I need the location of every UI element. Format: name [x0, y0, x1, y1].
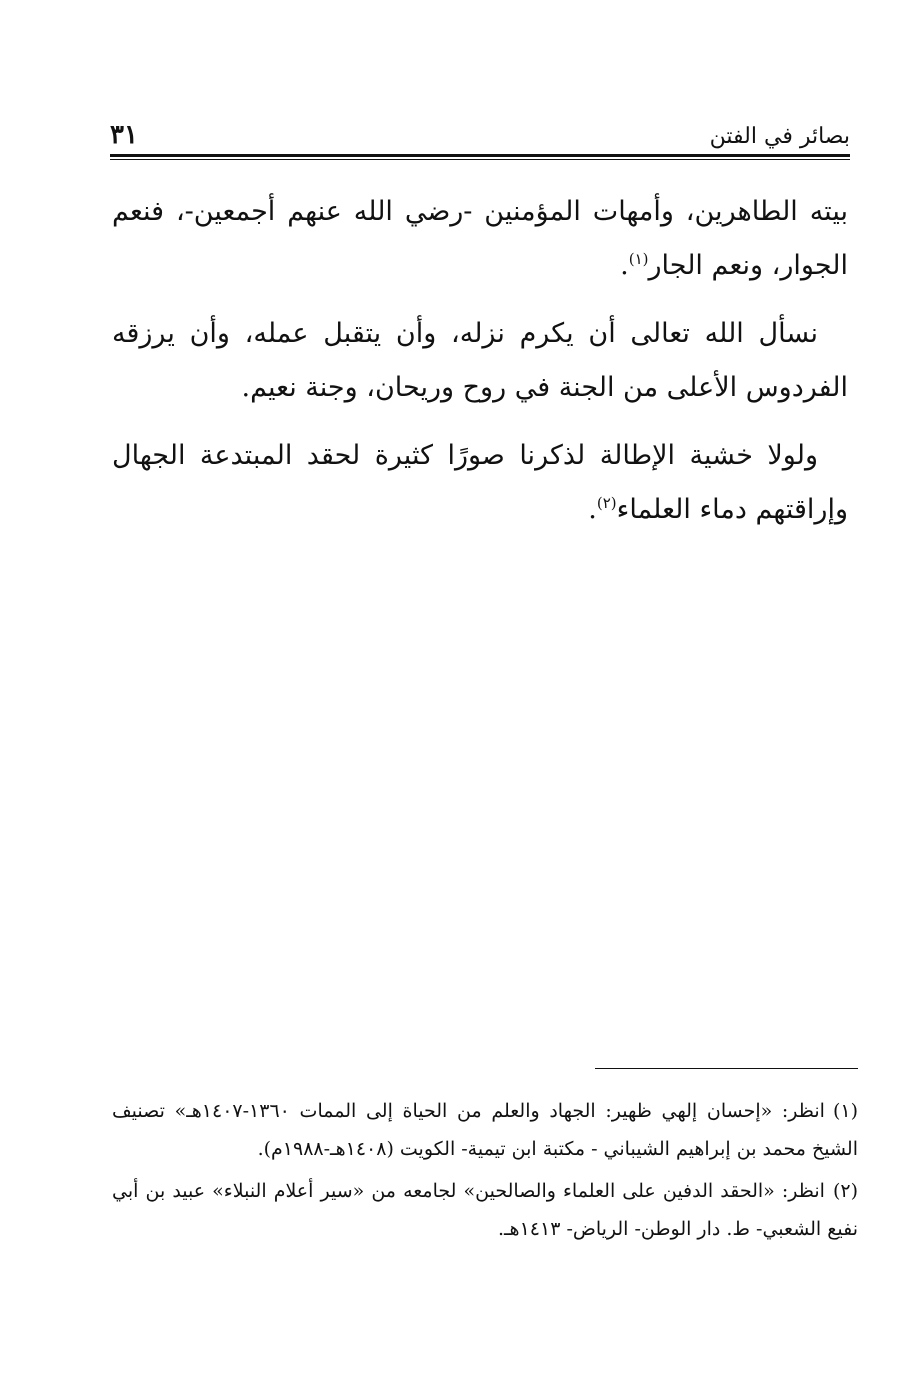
footnote-number: (٢): [832, 1180, 858, 1202]
footnote-1: [112, 1092, 858, 1168]
footnote-separator: [595, 1068, 858, 1069]
paragraph-3-text: ولولا خشية الإطالة لذكرنا صورًا كثيرة لحقد المبتدعة الجهال وإراقتهم دماء العلماء: [112, 440, 848, 525]
footnote-ref-1: (١): [628, 250, 649, 268]
footnote-2: [112, 1172, 858, 1248]
page-header: [110, 118, 850, 154]
paragraph-2-text: نسأل الله تعالى أن يكرم نزله، وأن يتقبل عمله، وأن يرزقه الفردوس الأعلى من الجنة في روح وريحان، وجنة نعيم.: [112, 318, 848, 403]
paragraph-3-end: .: [588, 494, 597, 525]
footnote-text: انظر: «الحقد الدفين على العلماء والصالحين» لجامعه من «سير أعلام النبلاء» عبيد بن أبي نفيع الشعبي- ط. دار الوطن- الرياض- ١٤١٣هـ.: [112, 1180, 858, 1240]
page-number: ٣١: [110, 120, 138, 150]
header-rule-thin: [110, 159, 850, 160]
main-text: [112, 185, 848, 551]
footnote-text: انظر: «إحسان إلهي ظهير: الجهاد والعلم من الحياة إلى الممات ١٣٦٠-١٤٠٧هـ» تصنيف الشيخ محمد بن إبراهيم الشيباني - مكتبة ابن تيمية- الكويت (١٤٠٨هـ-١٩٨٨م).: [112, 1100, 858, 1160]
paragraph-1: [112, 185, 848, 293]
footnotes: [112, 1092, 858, 1252]
paragraph-1-text: بيته الطاهرين، وأمهات المؤمنين -رضي الله عنهم أجمعين-، فنعم الجوار، ونعم الجار: [112, 196, 848, 281]
paragraph-3: [112, 429, 848, 537]
paragraph-2: [112, 307, 848, 415]
footnote-number: (١): [832, 1100, 859, 1122]
header-rule: [110, 154, 850, 157]
running-title: بصائر في الفتن: [709, 124, 850, 149]
paragraph-1-end: .: [620, 250, 629, 281]
footnote-ref-2: (٢): [596, 494, 617, 512]
